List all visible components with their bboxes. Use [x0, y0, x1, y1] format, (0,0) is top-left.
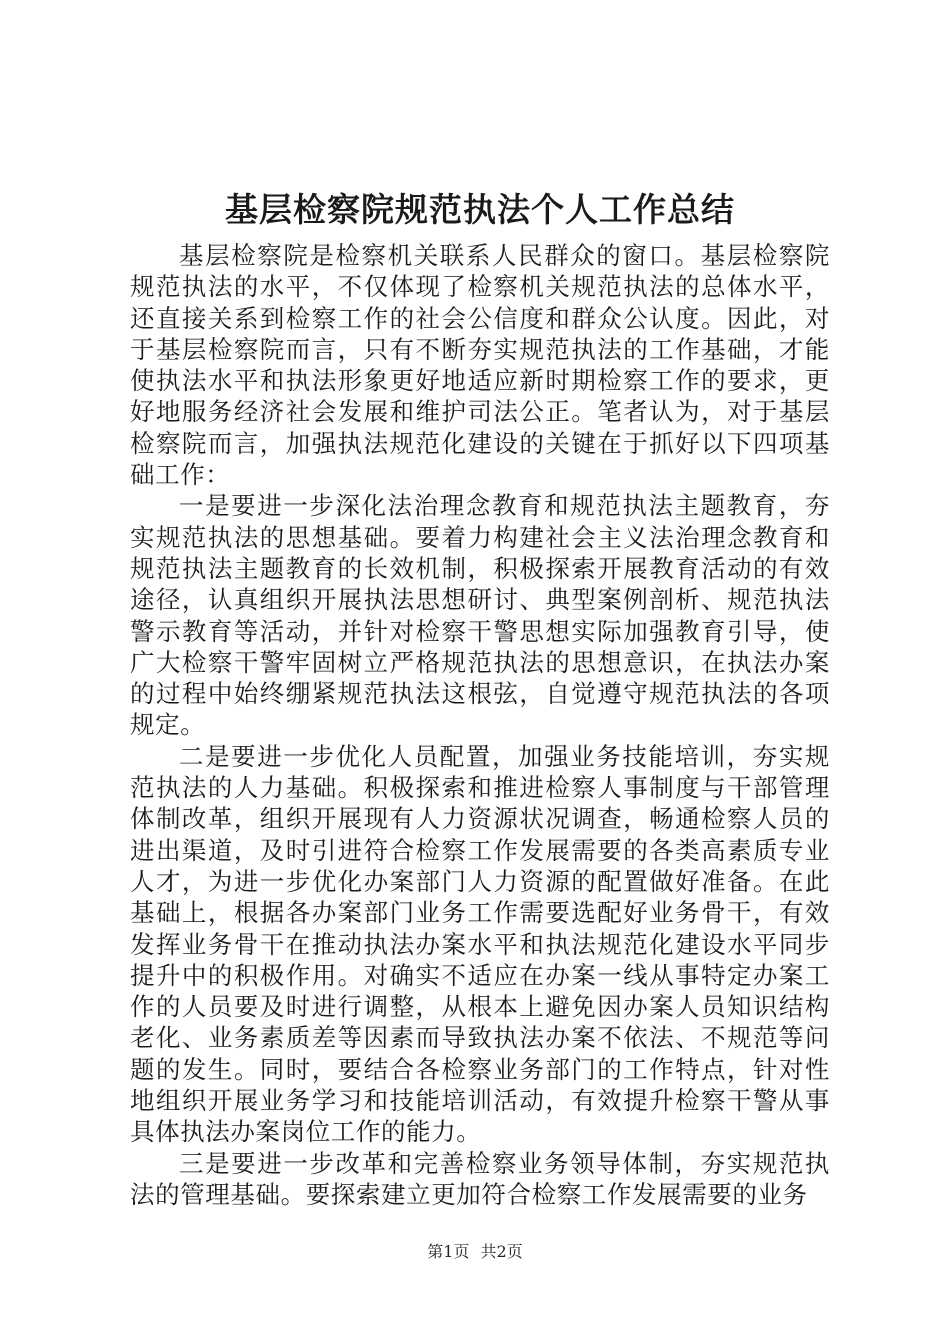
paragraph-intro: 基层检察院是检察机关联系人民群众的窗口。基层检察院规范执法的水平，不仅体现了检察机关规范执法的总体水平，还直接关系到检察工作的社会公信度和群众公认度。因此，对于基层检察院而言，只有不断夯实规范执法的工作基础，才能使执法水平和执法形象更好地适应新时期检察工作的要求，更好地服务经济社会发展和维护司法公正。笔者认为，对于基层检察院而言，加强执法规范化建设的关键在于抓好以下四项基础工作：	[130, 241, 830, 490]
paragraph-point-three: 三是要进一步改革和完善检察业务领导体制，夯实规范执法的管理基础。要探索建立更加符合检察工作发展需要的业务	[130, 1148, 830, 1209]
paragraph-point-one: 一是要进一步深化法治理念教育和规范执法主题教育，夯实规范执法的思想基础。要着力构建社会主义法治理念教育和规范执法主题教育的长效机制，积极探索开展教育活动的有效途径，认真组织开展执法思想研讨、典型案例剖析、规范执法警示教育等活动，并针对检察干警思想实际加强教育引导，使广大检察干警牢固树立严格规范执法的思想意识，在执法办案的过程中始终绷紧规范执法这根弦，自觉遵守规范执法的各项规定。	[130, 491, 830, 740]
page-footer	[0, 1240, 950, 1264]
document-page	[130, 180, 830, 1210]
page-total: 共2页	[480, 1242, 523, 1261]
page-number: 第1页	[427, 1242, 470, 1261]
paragraph-point-two: 二是要进一步优化人员配置，加强业务技能培训，夯实规范执法的人力基础。积极探索和推进检察人事制度与干部管理体制改革，组织开展现有人力资源状况调查，畅通检察人员的进出渠道，及时引进符合检察工作发展需要的各类高素质专业人才，为进一步优化办案部门人力资源的配置做好准备。在此基础上，根据各办案部门业务工作需要选配好业务骨干，有效发挥业务骨干在推动执法办案水平和执法规范化建设水平同步提升中的积极作用。对确实不适应在办案一线从事特定办案工作的人员要及时进行调整，从根本上避免因办案人员知识结构老化、业务素质差等因素而导致执法办案不依法、不规范等问题的发生。同时，要结合各检察业务部门的工作特点，针对性地组织开展业务学习和技能培训活动，有效提升检察干警从事具体执法办案岗位工作的能力。	[130, 741, 830, 1147]
document-title: 基层检察院规范执法个人工作总结	[225, 190, 735, 229]
